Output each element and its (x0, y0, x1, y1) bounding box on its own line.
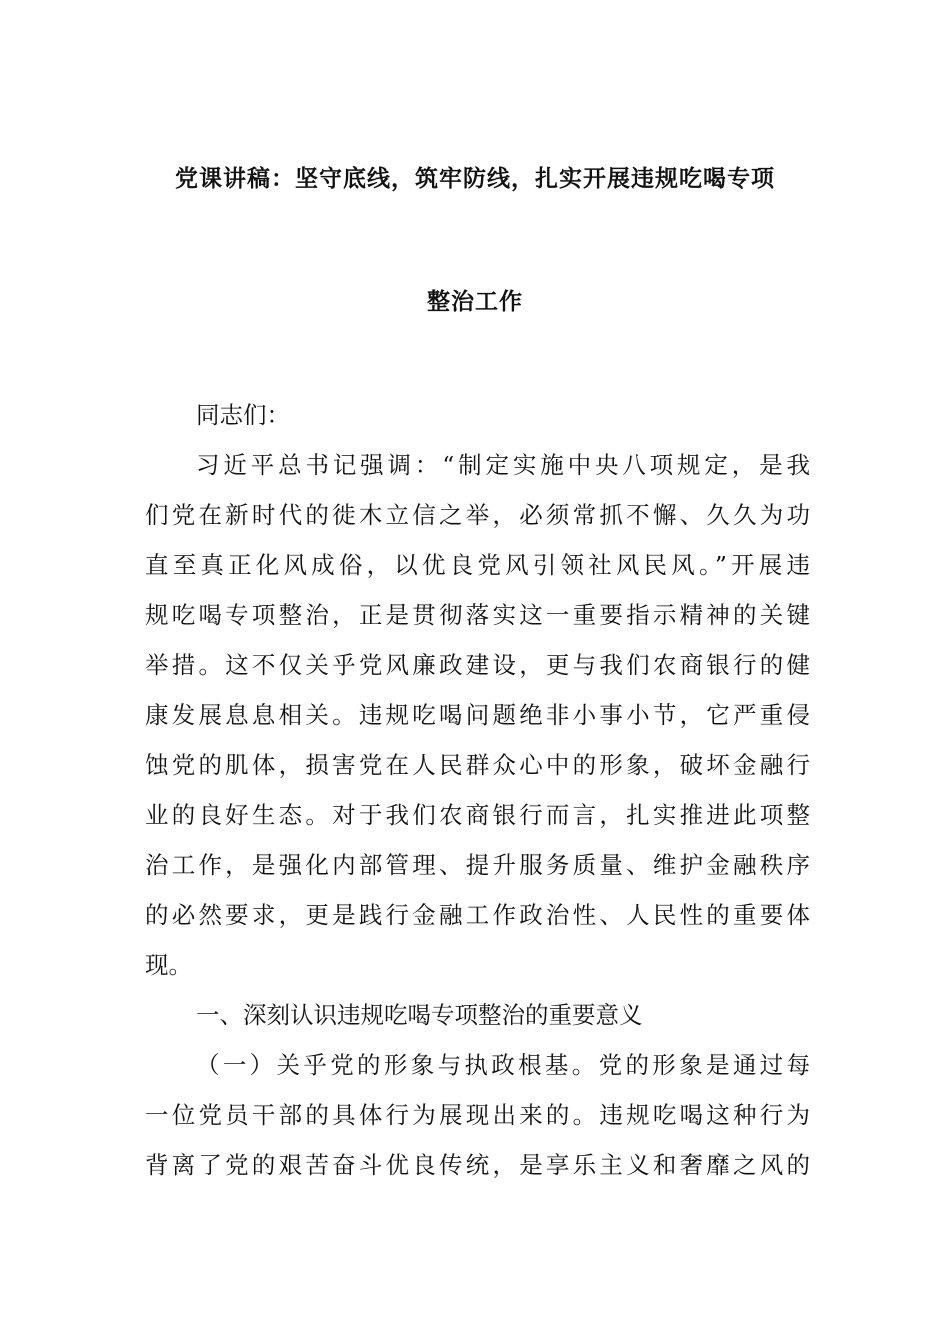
body-line: 治工作，是强化内部管理、提升服务质量、维护金融秩序 (145, 851, 810, 879)
body-line: 直至真正化风成俗，以优良党风引领社风民风。”开展违 (145, 551, 810, 579)
document-title-line-1: 党课讲稿：坚守底线，筑牢防线，扎实开展违规吃喝专项 (175, 165, 775, 192)
body-line: 康发展息息相关。违规吃喝问题绝非小事小节，它严重侵 (145, 701, 810, 729)
section-heading: 一、深刻认识违规吃喝专项整治的重要意义 (196, 1001, 643, 1029)
body-line: 现。 (145, 951, 192, 979)
greeting: 同志们： (196, 401, 290, 429)
body-line: 业的良好生态。对于我们农商银行而言，扎实推进此项整 (145, 801, 810, 829)
document-title-line-2: 整治工作 (427, 288, 523, 315)
body-line: （一）关乎党的形象与执政根基。党的形象是通过每 (196, 1051, 810, 1079)
body-line: 一位党员干部的具体行为展现出来的。违规吃喝这种行为 (145, 1101, 810, 1129)
body-line: 规吃喝专项整治，正是贯彻落实这一重要指示精神的关键 (145, 601, 810, 629)
body-line: 蚀党的肌体，损害党在人民群众心中的形象，破坏金融行 (145, 751, 810, 779)
body-line: 背离了党的艰苦奋斗优良传统，是享乐主义和奢靡之风的 (145, 1151, 810, 1179)
body-line: 举措。这不仅关乎党风廉政建设，更与我们农商银行的健 (145, 651, 810, 679)
body-line: 的必然要求，更是践行金融工作政治性、人民性的重要体 (145, 901, 810, 929)
body-line: 习近平总书记强调：“制定实施中央八项规定，是我 (196, 451, 810, 479)
body-line: 们党在新时代的徙木立信之举，必须常抓不懈、久久为功 (145, 501, 810, 529)
